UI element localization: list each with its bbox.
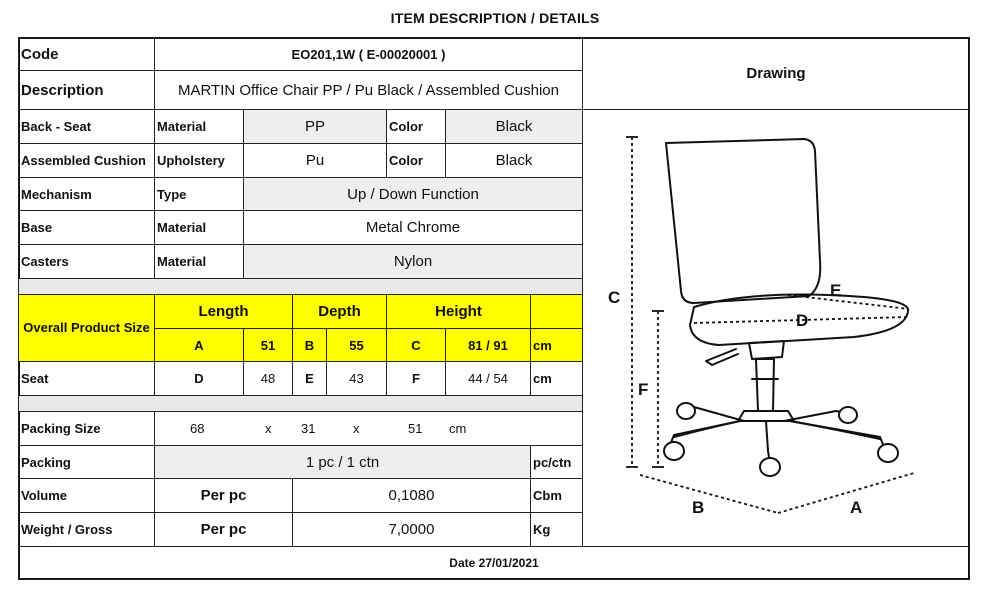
volume-value: 0,1080 xyxy=(292,478,531,513)
chair-drawing xyxy=(584,111,968,545)
description-value: MARTIN Office Chair PP / Pu Black / Assembled Cushion xyxy=(154,70,583,110)
chair-leg xyxy=(670,421,740,445)
spacer-row xyxy=(18,395,583,412)
base-value: Metal Chrome xyxy=(243,210,583,245)
chair-gas-lift xyxy=(756,359,774,411)
dim-f-value: 44 / 54 xyxy=(445,361,531,396)
date-footer: Date 27/01/2021 xyxy=(18,546,970,580)
dim-e-value: 43 xyxy=(326,361,387,396)
base-attr: Material xyxy=(154,210,244,245)
packing-size-label: Packing Size xyxy=(18,411,155,446)
packing-x-sep: x xyxy=(353,421,360,436)
cushion-color: Black xyxy=(445,143,583,178)
volume-label: Volume xyxy=(18,478,155,513)
cushion-upholstery: Pu xyxy=(243,143,387,178)
cushion-color-label: Color xyxy=(386,143,446,178)
casters-label: Casters xyxy=(18,244,155,279)
overall-unit: cm xyxy=(530,328,583,362)
code-label: Code xyxy=(18,37,155,71)
back-seat-label: Back - Seat xyxy=(18,109,155,144)
chair-casters xyxy=(664,403,898,476)
back-seat-color: Black xyxy=(445,109,583,144)
label-e: E xyxy=(830,281,842,300)
description-label: Description xyxy=(18,70,155,110)
weight-label: Weight / Gross xyxy=(18,512,155,547)
label-b: B xyxy=(692,498,705,517)
dim-d-value: 48 xyxy=(243,361,293,396)
length-header: Length xyxy=(154,294,293,329)
packing-x-sep: x xyxy=(265,421,272,436)
dim-c-value: 81 / 91 xyxy=(445,328,531,362)
label-c: C xyxy=(608,288,621,307)
dim-a-letter: A xyxy=(154,328,244,362)
height-header: Height xyxy=(386,294,531,329)
weight-value: 7,0000 xyxy=(292,512,531,547)
mechanism-attr: Type xyxy=(154,177,244,211)
cushion-attr: Upholstery xyxy=(154,143,244,178)
chair-backrest xyxy=(666,139,820,303)
document-title: ITEM DESCRIPTION / DETAILS xyxy=(390,10,600,26)
overall-size-label: Overall Product Size xyxy=(18,294,155,362)
dim-line-b xyxy=(640,475,778,513)
mechanism-value: Up / Down Function xyxy=(243,177,583,211)
dim-c-letter: C xyxy=(386,328,446,362)
volume-per: Per pc xyxy=(154,478,293,513)
overall-header-blank xyxy=(530,294,583,329)
base-label: Base xyxy=(18,210,155,245)
back-seat-attr: Material xyxy=(154,109,244,144)
dim-line-e xyxy=(788,295,909,309)
back-seat-material: PP xyxy=(243,109,387,144)
dim-d-letter: D xyxy=(154,361,244,396)
packing-unit: cm xyxy=(449,421,467,436)
packing-width: 31 xyxy=(301,421,316,436)
casters-attr: Material xyxy=(154,244,244,279)
dim-f-letter: F xyxy=(386,361,446,396)
cushion-label: Assembled Cushion xyxy=(18,143,155,178)
packing-height: 51 xyxy=(408,421,423,436)
label-f: F xyxy=(638,380,649,399)
label-a: A xyxy=(850,498,863,517)
seat-label: Seat xyxy=(18,361,155,396)
code-value: EO201,1W ( E-00020001 ) xyxy=(154,37,583,71)
dim-a-value: 51 xyxy=(243,328,293,362)
chair-lever xyxy=(706,349,738,365)
dim-b-letter: B xyxy=(292,328,327,362)
weight-per: Per pc xyxy=(154,512,293,547)
label-d: D xyxy=(796,311,809,330)
casters-value: Nylon xyxy=(243,244,583,279)
seat-unit: cm xyxy=(530,361,583,396)
packing-unit: pc/ctn xyxy=(530,445,583,479)
volume-unit: Cbm xyxy=(530,478,583,513)
back-seat-color-label: Color xyxy=(386,109,446,144)
chair-mechanism xyxy=(749,341,784,359)
drawing-header: Drawing xyxy=(582,37,970,110)
dim-b-value: 55 xyxy=(326,328,387,362)
packing-length: 68 xyxy=(190,421,205,436)
packing-label: Packing xyxy=(18,445,155,479)
weight-unit: Kg xyxy=(530,512,583,547)
mechanism-label: Mechanism xyxy=(18,177,155,211)
dim-line-a xyxy=(778,473,914,513)
packing-size-row xyxy=(154,411,583,446)
dim-e-letter: E xyxy=(292,361,327,396)
spacer-row xyxy=(18,278,583,295)
packing-value: 1 pc / 1 ctn xyxy=(154,445,531,479)
depth-header: Depth xyxy=(292,294,387,329)
